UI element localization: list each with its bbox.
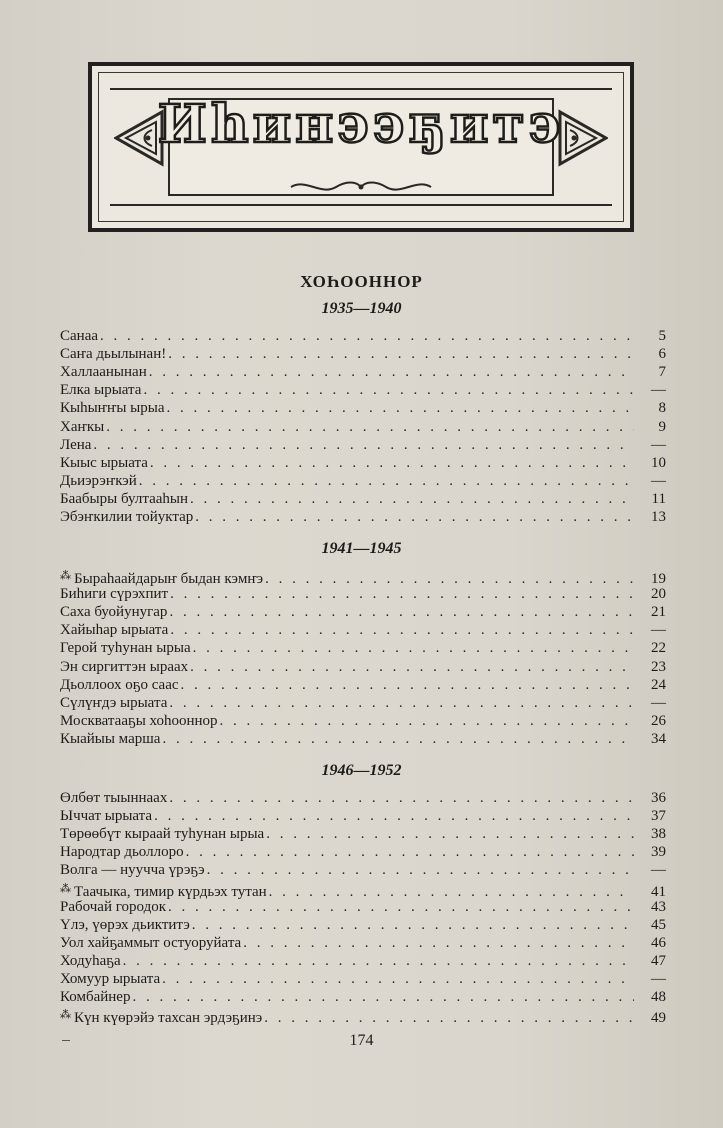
dot-leader [106, 417, 634, 437]
toc-entry-text: Таачыка, тимир күрдьэх тутан [74, 883, 267, 900]
toc-entry [60, 453, 666, 473]
toc-entry-page: 46 [651, 934, 666, 951]
toc-entry-title [60, 362, 149, 382]
toc-entry-page: 34 [651, 730, 666, 747]
dot-leader [150, 453, 634, 473]
toc-entry-page: 6 [658, 346, 666, 363]
toc-entry-page: — [651, 694, 666, 711]
dot-leader [190, 657, 634, 677]
toc-entry-text: Төрөөбүт кыраай туһунан ырыа [60, 826, 265, 843]
toc-entry [60, 566, 666, 586]
toc-entry-text: Эн сиргиттэн ыраах [60, 658, 189, 675]
toc-entry [60, 788, 666, 808]
toc-entry-title [60, 620, 170, 640]
toc-entry-title [60, 729, 162, 749]
dot-leader [149, 362, 634, 382]
dot-leader [170, 620, 634, 640]
toc-entry [60, 326, 666, 346]
dot-leader [169, 693, 634, 713]
toc-entry-text: Дьоллоох оҕо саас [60, 676, 179, 693]
toc-entry-text: Хомуур ырыата [60, 971, 161, 987]
dot-leader [93, 435, 634, 455]
toc-entry-text: Эбэҥкилии тойуктар [60, 509, 194, 525]
page-number: 174 [349, 1032, 374, 1049]
toc-entry-title [60, 380, 143, 400]
toc-entry-page: — [651, 382, 666, 399]
toc-entry-page: 39 [651, 844, 666, 861]
toc-entry-title [60, 969, 162, 989]
toc-entry [60, 471, 666, 491]
toc-entry-text: Кыайыы марша [60, 730, 161, 747]
toc-entry-text: Үлэ, үөрэх дьиктитэ [60, 916, 190, 933]
toc-entry-page: — [651, 971, 666, 987]
asterism-icon: ⁂ [60, 882, 71, 895]
toc-entry-text: Рабочай городок [60, 898, 166, 915]
toc-entry [60, 879, 666, 899]
toc-entry [60, 693, 666, 713]
toc-entry-text: Кыһыҥҥы ырыа [60, 400, 165, 417]
toc-entry-text: Елка ырыата [60, 382, 142, 399]
toc-entry-text: Герой туһунан ырыа [60, 640, 191, 657]
toc-entry-page: 8 [658, 400, 666, 417]
toc-entry [60, 584, 666, 604]
contents-title: Иһинээҕитэ [157, 94, 565, 155]
toc-entry-text: Ыччат ырыата [60, 808, 153, 825]
toc-entry-page: 49 [651, 1010, 666, 1027]
toc-entry-text: Лена [60, 436, 92, 453]
toc-entry-text: Уол хайҕаммыт остуоруйата [60, 934, 242, 951]
toc-entry [60, 842, 666, 862]
dot-leader [168, 897, 634, 917]
toc-entry [60, 1005, 666, 1025]
dot-leader [181, 675, 634, 695]
toc-entry [60, 675, 666, 695]
dot-leader [207, 860, 634, 880]
toc-entry-title [60, 915, 192, 935]
toc-entry-text: Күн күөрэйэ тахсан эрдэҕинэ [74, 1010, 263, 1027]
toc-entry-text: Хайыһар ырыата [60, 622, 169, 639]
dot-leader [167, 398, 635, 418]
toc-entry-page: 22 [651, 640, 666, 657]
toc-entry-page: 19 [651, 571, 666, 587]
toc-entry [60, 711, 666, 731]
dot-leader [243, 933, 634, 953]
dot-leader [195, 507, 634, 527]
toc-entry-page: 10 [651, 454, 666, 471]
toc-entry-title [60, 806, 154, 826]
toc-entry-title [60, 897, 168, 917]
toc-entry-page: 36 [651, 790, 666, 806]
toc-entry [60, 507, 666, 527]
toc-entry-title [60, 1005, 264, 1028]
toc-entry-title [60, 842, 186, 862]
toc-entry [60, 729, 666, 749]
section-heading: ХОҺООННОР [300, 272, 423, 291]
toc-entry [60, 435, 666, 455]
toc-entry [60, 344, 666, 364]
toc-entry [60, 915, 666, 935]
toc-entry-page: 37 [651, 808, 666, 825]
toc-entry-text: Дьиэрэҥкэй [60, 472, 137, 489]
toc-entry [60, 897, 666, 917]
dot-leader [264, 1008, 634, 1028]
dot-leader [193, 638, 634, 658]
toc-entry-title [60, 435, 93, 455]
toc-entry-title [60, 584, 170, 604]
asterism-icon: ⁂ [60, 1009, 71, 1022]
dot-leader [100, 326, 634, 346]
toc-entry-title [60, 657, 190, 677]
period-heading: 1941—1945 [321, 540, 402, 557]
toc-entry [60, 417, 666, 437]
dot-leader [139, 471, 634, 491]
margin-mark [62, 1040, 70, 1041]
toc-entry-text: Халлаанынан [60, 364, 147, 381]
toc-entry-title [60, 507, 195, 527]
toc-entry-page: 11 [651, 490, 666, 507]
toc-entry-text: Санаа [60, 328, 99, 344]
dot-leader [190, 489, 634, 509]
toc-entry-title [60, 489, 190, 509]
dot-leader [170, 584, 634, 604]
dot-leader [169, 602, 634, 622]
toc-entry-page: 24 [651, 676, 666, 693]
toc-entry-text: Саҥа дьылынан! [60, 346, 167, 363]
toc-entry-title [60, 638, 193, 658]
toc-entry [60, 969, 666, 989]
toc-entry [60, 860, 666, 880]
toc-entry-page: 21 [651, 604, 666, 621]
dot-leader [220, 711, 634, 731]
toc-entry-text: Народтар дьоллоро [60, 844, 184, 861]
toc-entry-title [60, 788, 169, 808]
toc-entry [60, 638, 666, 658]
toc-entry-page: — [651, 622, 666, 639]
toc-entry-text: Комбайнер [60, 989, 131, 1006]
toc-entry-page: 43 [651, 898, 666, 915]
toc-entry-title [60, 951, 123, 971]
toc-entry-page: 26 [651, 712, 666, 729]
toc-entry [60, 824, 666, 844]
toc-entry [60, 987, 666, 1007]
toc-entry [60, 933, 666, 953]
toc-entry-text: Өлбөт тыыннаах [60, 790, 168, 806]
dot-leader [266, 824, 634, 844]
period-heading: 1946—1952 [321, 762, 402, 779]
dot-leader [162, 969, 634, 989]
asterism-icon: ⁂ [60, 570, 71, 582]
toc-entry-text: Кыыс ырыата [60, 454, 148, 471]
toc-entry-page: 41 [651, 883, 666, 900]
toc-entry-page: 20 [651, 586, 666, 603]
toc-entry-page: — [651, 862, 666, 879]
dot-leader [186, 842, 634, 862]
toc-entry-title [60, 417, 106, 437]
toc-entry-page: 23 [651, 658, 666, 675]
dot-leader [162, 729, 634, 749]
toc-entry-title [60, 344, 168, 364]
toc-entry [60, 362, 666, 382]
toc-entry [60, 657, 666, 677]
toc-entry-text: Москватааҕы хоһооннор [60, 712, 218, 729]
dot-leader [132, 987, 634, 1007]
toc-entry-title [60, 398, 167, 418]
toc-entry-text: Баабыры бултааһын [60, 490, 189, 507]
toc-entry-title [60, 933, 243, 953]
toc-entry-page: 48 [651, 989, 666, 1006]
toc-entry-text: Хаҥкы [60, 418, 105, 435]
toc-entry-text: Ходуһаҕа [60, 952, 121, 969]
dot-leader [143, 380, 634, 400]
toc-entry-page: — [651, 472, 666, 489]
toc-entry-title [60, 860, 207, 880]
toc-entry-text: Биһиги сүрэхпит [60, 586, 169, 603]
toc-entry [60, 398, 666, 418]
flourish-ornament-icon [286, 178, 436, 196]
toc-entry [60, 806, 666, 826]
dot-leader [169, 788, 634, 808]
toc-entry [60, 602, 666, 622]
toc-entry-title [60, 326, 100, 346]
toc-entry-text: Волга — нуучча үрэҕэ [60, 862, 205, 879]
toc-entry-title [60, 675, 181, 695]
toc-entry-title [60, 693, 169, 713]
title-plate [88, 62, 634, 232]
toc-entry [60, 951, 666, 971]
dot-leader [192, 915, 634, 935]
toc-entry [60, 489, 666, 509]
dot-leader [123, 951, 634, 971]
toc-entry-page: 38 [651, 826, 666, 843]
toc-entry-title [60, 453, 150, 473]
toc-entry-title [60, 987, 132, 1007]
toc-entry-title [60, 824, 266, 844]
toc-entry-title [60, 471, 139, 491]
toc-entry-page: — [651, 436, 666, 453]
period-heading: 1935—1940 [321, 300, 402, 317]
toc-entry [60, 380, 666, 400]
toc-entry-title [60, 602, 169, 622]
toc-entry-text: Сүлүҥдэ ырыата [60, 694, 168, 711]
toc-entry-page: 13 [651, 509, 666, 525]
dot-leader [168, 344, 634, 364]
toc-entry-text: Саха буойунугар [60, 604, 168, 621]
toc-entry-page: 45 [651, 916, 666, 933]
toc-entry [60, 620, 666, 640]
toc-entry-page: 7 [658, 364, 666, 381]
toc-entry-text: Быраһаайдарыҥ быдан кэмҥэ [74, 571, 264, 587]
dot-leader [154, 806, 634, 826]
toc-entry-page: 47 [651, 952, 666, 969]
toc-entry-page: 9 [658, 418, 666, 435]
toc-entry-page: 5 [658, 328, 666, 344]
toc-entry-title [60, 711, 220, 731]
